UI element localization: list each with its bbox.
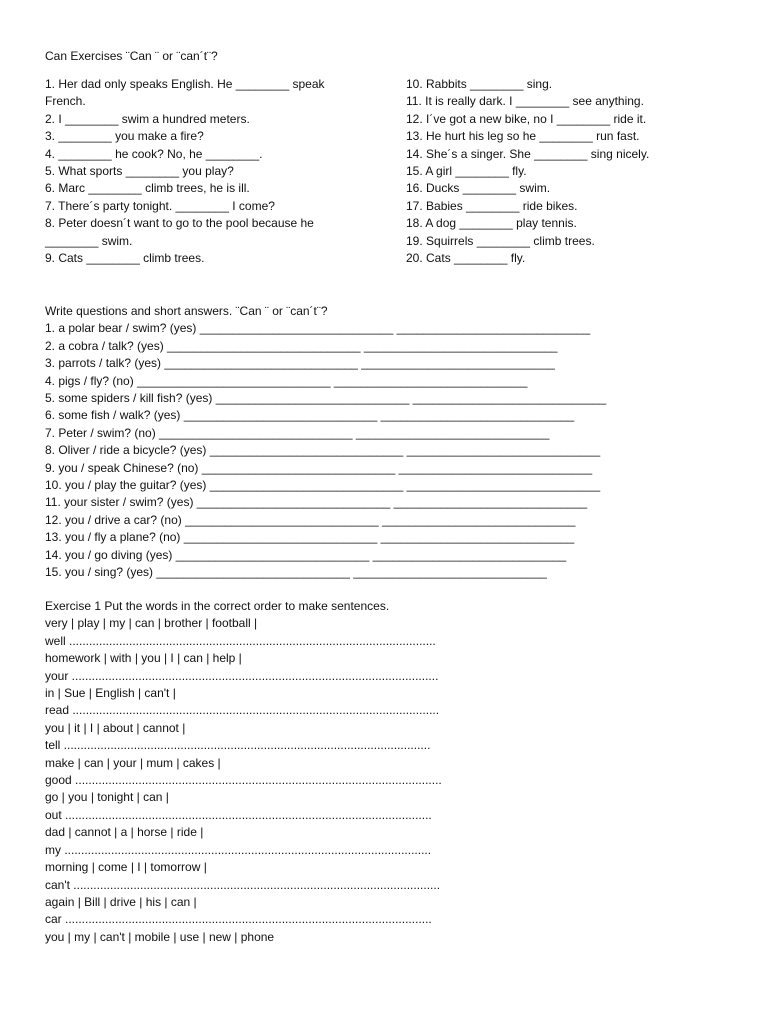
question-item: 13. you / fly a plane? (no) _____________________________ _____________________________: [45, 530, 575, 545]
exercise-item: 18. A dog ________ play tennis.: [406, 216, 577, 231]
word-order-line: you | my | can't | mobile | use | new | phone: [45, 929, 275, 944]
exercise-item: 12. I´ve got a new bike, no I ________ ride it.: [406, 111, 647, 126]
word-order-line: very | play | my | can | brother | football |: [45, 616, 258, 631]
word-order-line: dad | cannot | a | horse | ride |: [45, 825, 204, 840]
word-order-line: homework | with | you | I | can | help |: [45, 651, 242, 666]
exercise-item: 16. Ducks ________ swim.: [406, 181, 551, 196]
word-order-line: in | Sue | English | can't |: [45, 686, 176, 701]
exercise-item: 8. Peter doesn´t want to go to the pool because he ________ swim.: [45, 216, 314, 248]
question-item: 3. parrots / talk? (yes) _____________________________ _____________________________: [45, 356, 555, 371]
exercise-item: 19. Squirrels ________ climb trees.: [406, 233, 595, 248]
exercise-item: 13. He hurt his leg so he ________ run fast.: [406, 129, 640, 144]
word-order-line: read ..............................................................................................................: [45, 703, 440, 718]
question-item: 7. Peter / swim? (no) _____________________________ _____________________________: [45, 425, 550, 440]
question-item: 15. you / sing? (yes) _____________________________ _____________________________: [45, 565, 547, 580]
word-order-line: again | Bill | drive | his | can |: [45, 894, 197, 909]
word-order-line: make | can | your | mum | cakes |: [45, 755, 221, 770]
question-item: 11. your sister / swim? (yes) _____________________________ _____________________________: [45, 495, 588, 510]
question-item: 6. some fish / walk? (yes) _____________________________ _____________________________: [45, 408, 575, 423]
word-order-line: tell ..............................................................................................................: [45, 738, 431, 753]
exercise-item: 1. Her dad only speaks English. He ________ speak French.: [45, 77, 325, 109]
question-item: 8. Oliver / ride a bicycle? (yes) _____________________________ _____________________________: [45, 443, 601, 458]
exercise-item: 10. Rabbits ________ sing.: [406, 77, 553, 91]
exercise-left-column: [45, 76, 355, 267]
questions-heading: Write questions and short answers. ¨Can ¨ or ¨can´t¨?: [45, 304, 328, 318]
word-order-line: can't ..............................................................................................................: [45, 877, 441, 892]
exercise-item: 15. A girl ________ fly.: [406, 164, 527, 179]
question-item: 4. pigs / fly? (no) _____________________________ _____________________________: [45, 373, 528, 388]
word-order-line: your ..............................................................................................................: [45, 668, 439, 683]
exercise-item: 3. ________ you make a fire?: [45, 129, 204, 144]
question-item: 5. some spiders / kill fish? (yes) _____________________________ _____________________________: [45, 391, 607, 406]
question-item: 12. you / drive a car? (no) _____________________________ _____________________________: [45, 512, 576, 527]
worksheet-title: Can Exercises ¨Can ¨ or ¨can´t¨?: [45, 49, 218, 63]
exercise-item: 7. There´s party tonight. ________ I come?: [45, 198, 275, 213]
word-order-line: go | you | tonight | can |: [45, 790, 169, 805]
word-order-line: my ..............................................................................................................: [45, 842, 432, 857]
exercise-item: 9. Cats ________ climb trees.: [45, 251, 205, 266]
word-order-line: you | it | I | about | cannot |: [45, 720, 186, 735]
question-item: 9. you / speak Chinese? (no) _____________________________ _____________________________: [45, 460, 593, 475]
exercise-item: 6. Marc ________ climb trees, he is ill.: [45, 181, 250, 196]
exercise-item: 14. She´s a singer. She ________ sing nicely.: [406, 146, 650, 161]
exercise-item: 4. ________ he cook? No, he ________.: [45, 146, 263, 161]
question-item: 1. a polar bear / swim? (yes) _____________________________ _____________________________: [45, 321, 591, 336]
exercise-item: 2. I ________ swim a hundred meters.: [45, 111, 250, 126]
word-order-heading: Exercise 1 Put the words in the correct order to make sentences.: [45, 599, 390, 613]
word-order-line: well ..............................................................................................................: [45, 633, 436, 648]
question-item: 2. a cobra / talk? (yes) _____________________________ _____________________________: [45, 338, 558, 353]
exercise-item: 11. It is really dark. I ________ see anything.: [406, 94, 644, 109]
question-item: 10. you / play the guitar? (yes) _____________________________ _____________________________: [45, 478, 601, 493]
word-order-section: [45, 598, 735, 946]
word-order-line: car ..............................................................................................................: [45, 912, 432, 927]
word-order-line: morning | come | I | tomorrow |: [45, 860, 207, 875]
question-item: 14. you / go diving (yes) _____________________________ _____________________________: [45, 547, 567, 562]
exercise-right-column: [406, 76, 676, 267]
exercise-item: 20. Cats ________ fly.: [406, 251, 526, 266]
questions-section: [45, 303, 735, 582]
exercise-item: 5. What sports ________ you play?: [45, 164, 234, 179]
word-order-line: out ..............................................................................................................: [45, 807, 432, 822]
word-order-line: good ..............................................................................................................: [45, 773, 442, 788]
exercise-item: 17. Babies ________ ride bikes.: [406, 198, 578, 213]
